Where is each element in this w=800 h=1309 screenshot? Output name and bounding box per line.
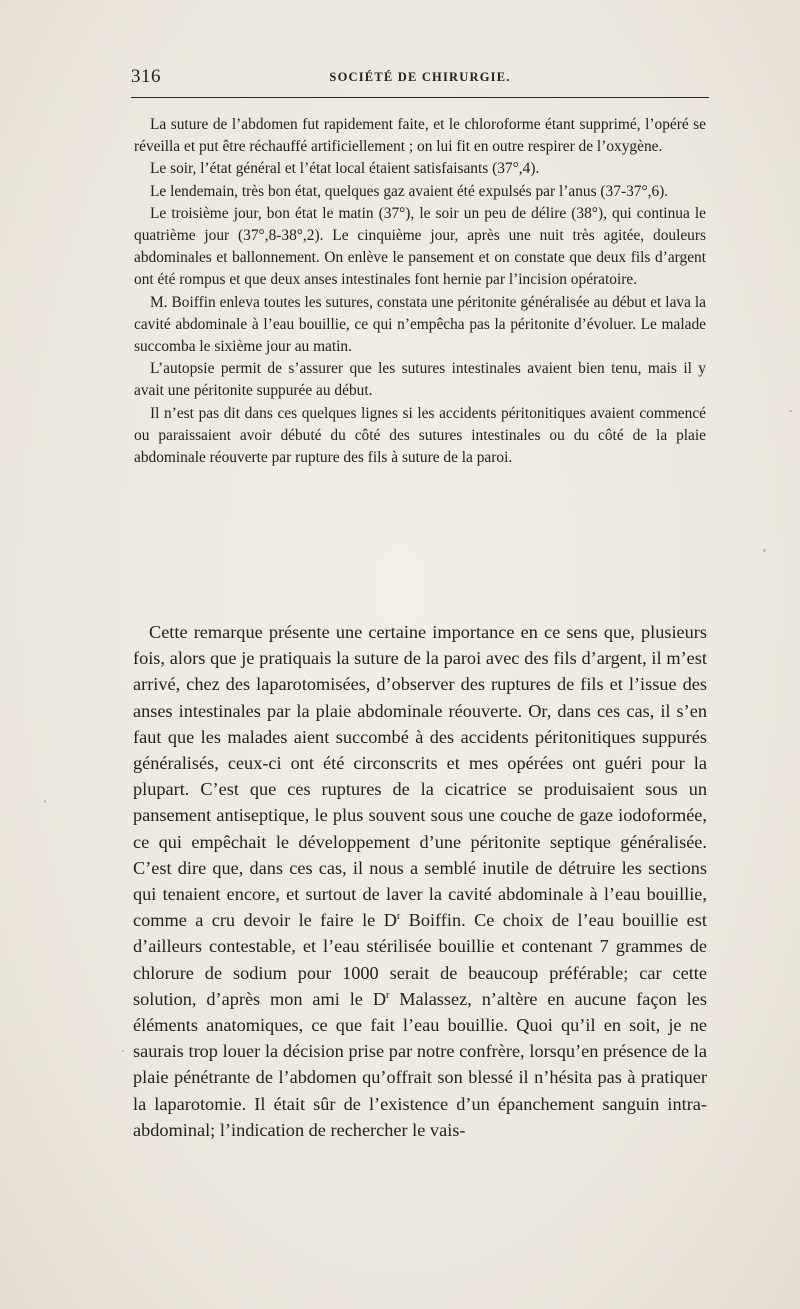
body-text-part-3: Malassez, n’altère en aucune façon les éléments anatomiques, ce que fait l’eau bouillie. Quoi qu’il en soit, je ne saurais trop louer la décision prise par notre confrère, lorsqu’en présence de la plaie pénétrante de l’abdomen qu’offrait son blessé il n’hésita pas à pratiquer la laparotomie. Il était sûr de l’existence d’un épanchement sanguin intra-abdominal; l’indication de rechercher le vais- <box>133 988 707 1140</box>
quote-paragraph: Le soir, l’état général et l’état local étaient satisfaisants (37°,4). <box>150 160 540 178</box>
quote-paragraph: Le lendemain, très bon état, quelques gaz avaient été expulsés par l’anus (37-37°,6). <box>150 182 669 200</box>
paper-speck <box>122 1050 124 1052</box>
doctor-abbrev-sup: r <box>386 989 390 1001</box>
doctor-abbrev-sup: r <box>396 911 401 923</box>
paper-speck <box>763 549 766 552</box>
quoted-observation <box>134 114 706 469</box>
page-number: 316 <box>131 66 161 87</box>
quote-paragraph: La suture de l’abdomen fut rapidement faite, et le chloroforme étant supprimé, l’opéré se réveilla et put être réchauffé artificiellement ; on lui fit en outre respirer de l’oxygène. <box>134 116 706 156</box>
running-title: SOCIÉTÉ DE CHIRURGIE. <box>329 70 511 84</box>
body-paragraph <box>133 619 707 1143</box>
quote-paragraph: Il n’est pas dit dans ces quelques lignes si les accidents péritonitiques avaient commencé ou paraissaient avoir débuté du côté des sutures intestinales ou du côté de la plaie abdominale réouverte par rupture des fils à suture de la paroi. <box>134 404 706 467</box>
body-text-part-1: Cette remarque présente une certaine importance en ce sens que, plusieurs fois, alors que je pratiquais la suture de la paroi avec des fils d’argent, il m’est arrivé, chez des laparotomisées, d’observer des ruptures de fils et l’issue des anses intestinales par la plaie abdominale réouverte. Or, dans ces cas, il s’en faut que les malades aient succombé à des accidents péritonitiques suppurés généralisés, ceux-ci ont été circonscrits et mes opérées ont guéri pour la plupart. C’est que ces ruptures de la cicatrice se produisaient sous un pansement antiseptique, le plus souvent sous une couche de gaze iodoformée, ce qui empêchait le développement d’une péritonite septique généralisée. C’est dire que, dans ces cas, il nous a semblé inutile de détruire les sections qui tenaient encore, et surtout de laver la cavité abdominale à l’eau bouillie, comme a cru devoir le faire le <box>133 622 707 931</box>
body-text-part-2: Boiffin. Ce choix de l’eau bouillie est d’ailleurs contestable, et l’eau stérilisée bouillie et contenant 7 grammes de chlorure de sodium pour 1000 serait de beaucoup préférable; car cette solution, d’après mon ami le <box>133 910 707 1009</box>
doctor-abbrev: D <box>383 910 397 931</box>
paper-speck <box>44 800 46 803</box>
paper-speck <box>789 410 792 412</box>
main-text <box>133 619 707 1143</box>
quote-paragraph: M. Boiffin enleva toutes les sutures, constata une péritonite généralisée au début et lava la cavité abdominale à l’eau bouillie, ce qui n’empêcha pas la péritonite d’évoluer. Le malade succomba le sixième jour au matin. <box>134 293 706 356</box>
page-header <box>131 66 709 92</box>
quote-paragraph: L’autopsie permit de s’assurer que les sutures intestinales avaient bien tenu, mais il y avait une péritonite suppurée au début. <box>134 360 706 400</box>
quote-paragraph: Le troisième jour, bon état le matin (37°), le soir un peu de délire (38°), qui continua le quatrième jour (37°,8-38°,2). Le cinquième jour, après une nuit très agitée, douleurs abdominales et ballonnement. On enlève le pansement et on constate que deux fils d’argent ont été rompus et que deux anses intestinales font hernie par l’incision opératoire. <box>134 204 706 289</box>
header-rule <box>131 97 709 98</box>
doctor-abbrev: D <box>372 988 387 1009</box>
